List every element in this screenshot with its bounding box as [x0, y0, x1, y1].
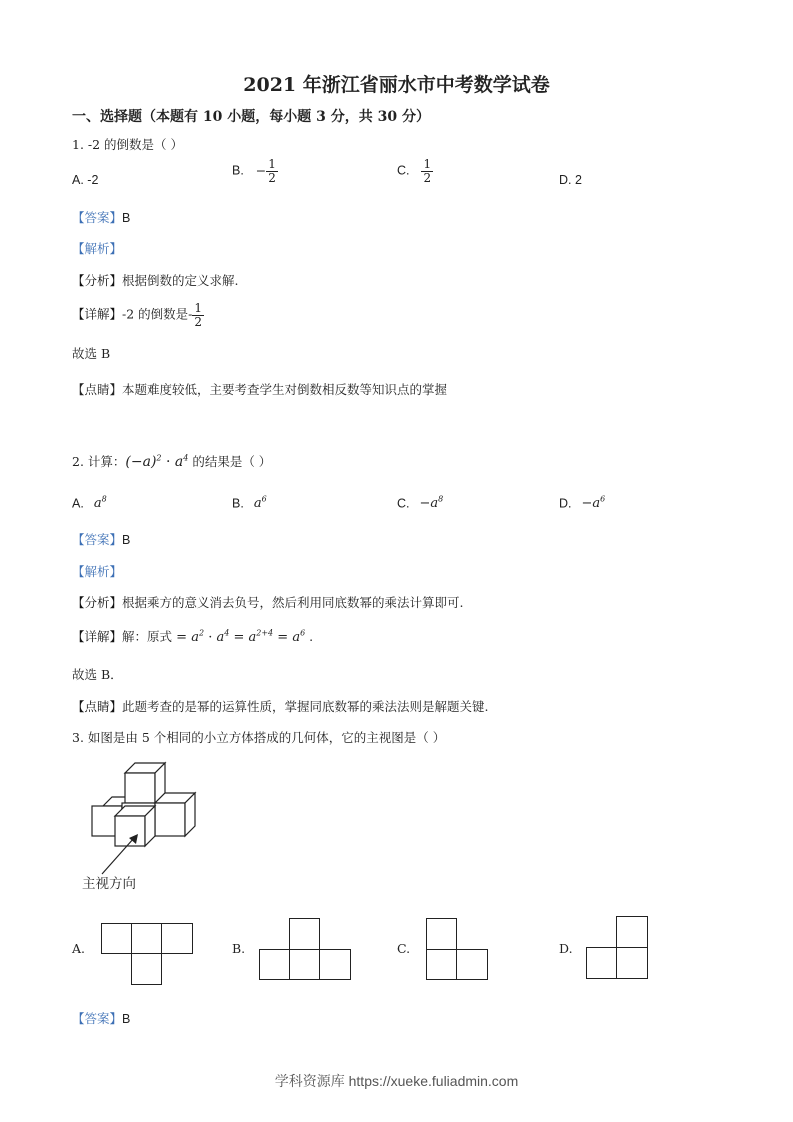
q2-option-b: B. $a^6$: [232, 495, 267, 512]
q2-option-a: A. $a^8$: [72, 495, 107, 512]
q1-option-d: D. 2: [559, 173, 582, 187]
q3-option-d-label: D.: [559, 941, 573, 956]
q2-fenxi: 【分析】根据乘方的意义消去负号，然后利用同底数幂的乘法计算即可.: [72, 595, 464, 610]
footer-watermark: 学科资源库 https://xueke.fuliadmin.com: [274, 1073, 519, 1089]
q2-answer: 【答案】B: [72, 532, 131, 547]
q3-option-d-figure: [586, 916, 649, 980]
q1-answer: 【答案】B: [72, 210, 131, 225]
q3-option-c-figure: [426, 918, 489, 981]
q1-stem: 1. -2 的倒数是（ ）: [72, 137, 184, 152]
q2-detail: 【详解】解：原式 = $a^2 \cdot a^4 = a^{2+4} = a^6$ .: [72, 628, 314, 645]
q1-option-a: A. -2: [72, 173, 99, 187]
section-heading: 一、选择题（本题有 10 小题，每小题 3 分，共 30 分）: [72, 109, 430, 125]
q2-option-c: C. $-a^8$: [397, 495, 444, 512]
fraction: $\frac{1}{2}$: [268, 157, 276, 185]
q3-answer: 【答案】B: [72, 1011, 131, 1026]
fraction: $\frac{1}{2}$: [194, 301, 203, 329]
q3-option-c-label: C.: [397, 941, 411, 956]
q3-option-b-label: B.: [232, 941, 246, 956]
q2-comment: 【点睛】此题考查的是幂的运算性质，掌握同底数幂的乘法法则是解题关键.: [72, 699, 489, 714]
q1-comment: 【点睛】本题难度较低，主要考查学生对倒数相反数等知识点的掌握: [72, 383, 448, 397]
fraction: $\frac{1}{2}$: [423, 157, 432, 185]
view-direction-label: 主视方向: [82, 876, 136, 891]
q1-fenxi: 【分析】根据倒数的定义求解.: [72, 273, 239, 288]
page-title: 2021 年浙江省丽水市中考数学试卷: [243, 74, 550, 96]
q1-analysis-tag: 【解析】: [72, 241, 123, 256]
q3-option-a-label: A.: [72, 941, 86, 956]
q3-option-b-figure: [259, 918, 352, 981]
q3-stem: 3. 如图是由 5 个相同的小立方体搭成的几何体，它的主视图是（ ）: [72, 730, 446, 745]
q3-option-a-figure: [101, 923, 194, 986]
q1-detail: 【详解】-2 的倒数是- $\frac{1}{2}$: [72, 301, 203, 329]
q2-option-d: D. $-a^6$: [559, 495, 606, 512]
q2-choose: 故选 B．: [72, 667, 123, 682]
q1-option-b: B. − $\frac{1}{2}$: [232, 157, 276, 185]
q1-option-c: C. $\frac{1}{2}$: [397, 157, 432, 185]
q1-choose: 故选 B: [72, 346, 111, 361]
q2-stem: 2. 计算：$(-a)^2 \cdot a^4$ 的结果是（ ）: [72, 453, 272, 470]
q2-analysis-tag: 【解析】: [72, 564, 123, 579]
